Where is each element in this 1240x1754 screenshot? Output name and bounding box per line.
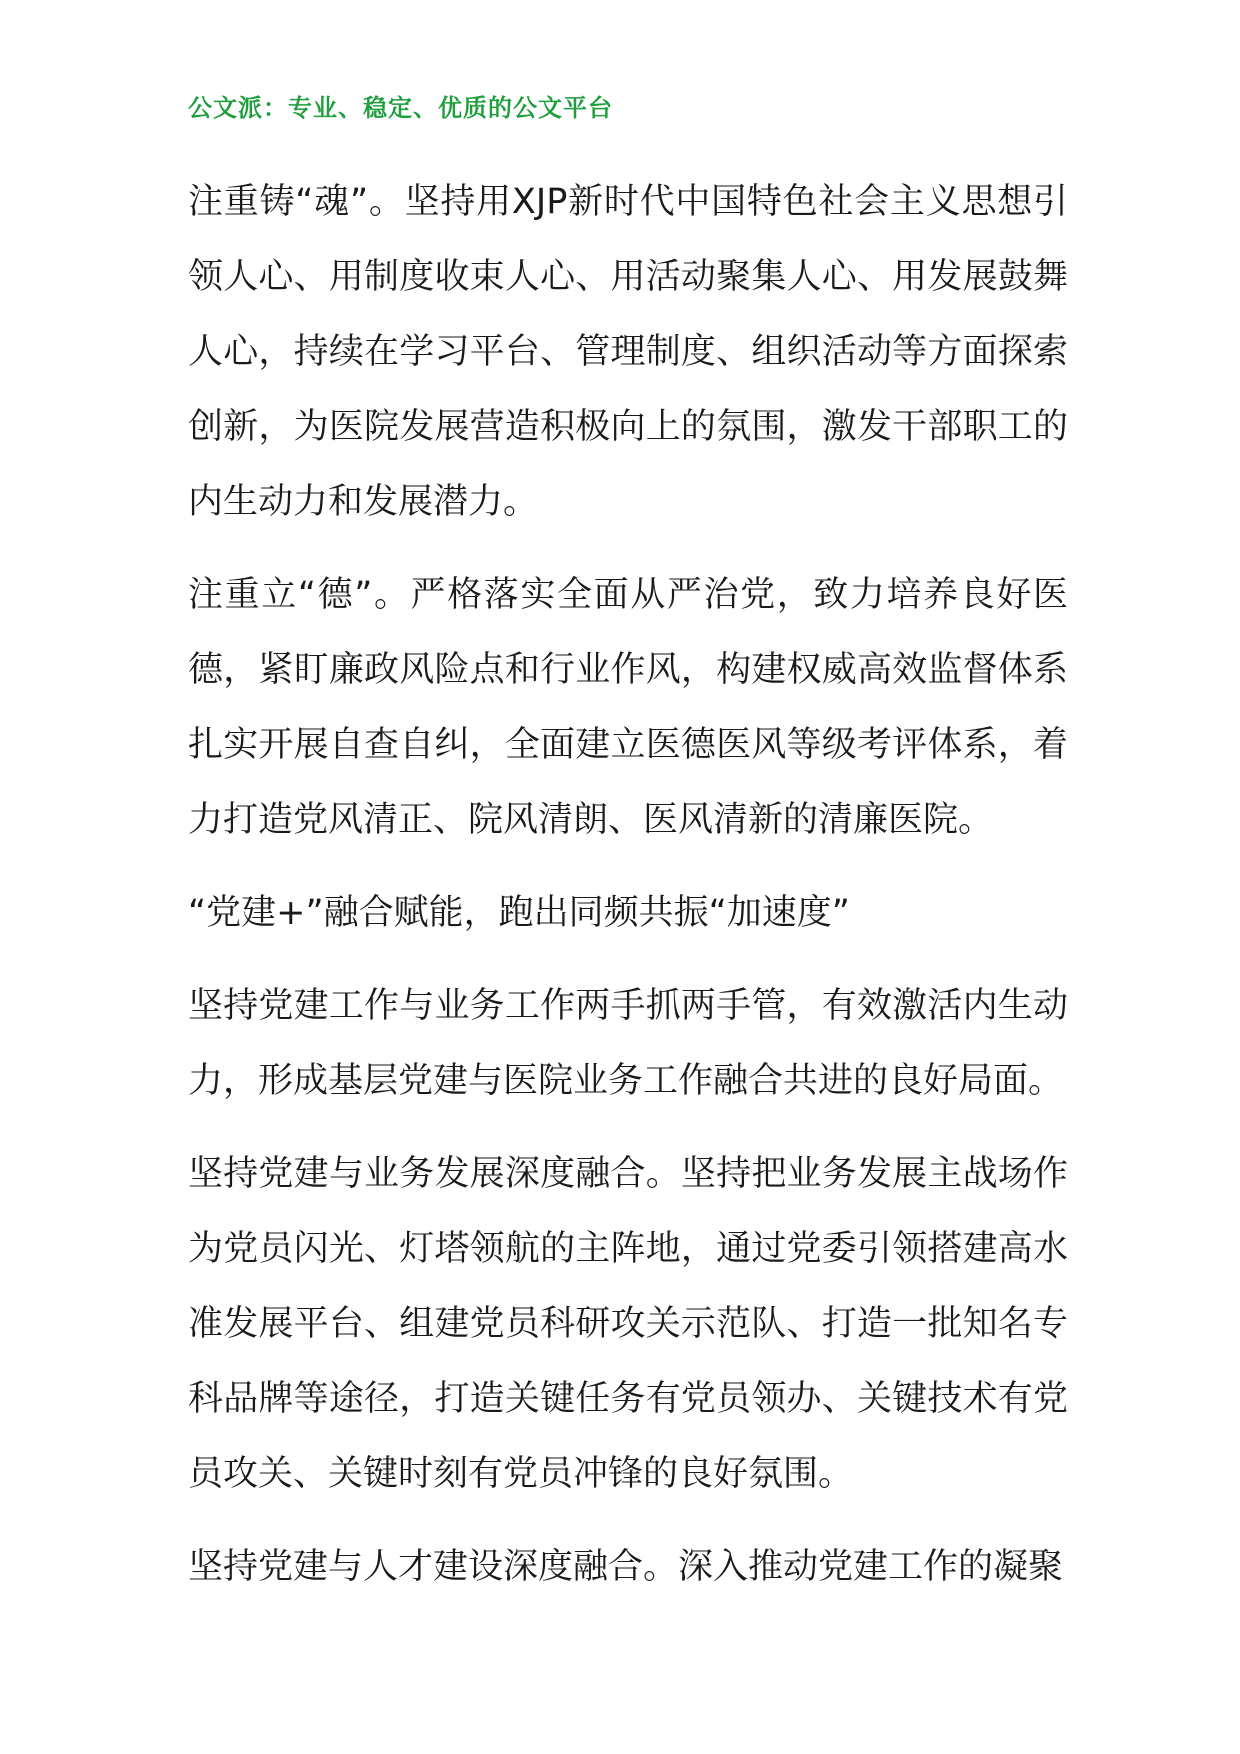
paragraph-talent-integration: 坚持党建与人才建设深度融合。深入推动党建工作的凝聚: [188, 1547, 1064, 1587]
paragraph-business-integration: 坚持党建与业务发展深度融合。坚持把业务发展主战场作为党员闪光、灯塔领航的主阵地，通过党委引领搭建高水准发展平台、组建党员科研攻关示范队、打造一批知名专科品牌等途径，打造关键任务有党员领办、关键技术有党员攻关、关键时刻有党员冲锋的良好氛围。: [188, 1154, 1068, 1494]
paragraph-zhuzhong-hun: 注重铸“魂”。坚持用XJP新时代中国特色社会主义思想引领人心、用制度收束人心、用活动聚集人心、用发展鼓舞人心，持续在学习平台、管理制度、组织活动等方面探索创新，为医院发展营造积极向上的氛围，激发干部职工的内生动力和发展潜力。: [188, 182, 1068, 522]
site-header: 公文派：专业、稳定、优质的公文平台: [188, 94, 613, 122]
paragraph-zhuzhong-de: 注重立“德”。严格落实全面从严治党，致力培养良好医德，紧盯廉政风险点和行业作风，构建权威高效监督体系扎实开展自查自纠，全面建立医德医风等级考评体系，着力打造党风清正、院风清朗、医风清新的清廉医院。: [188, 575, 1068, 840]
section-heading: “党建+”融合赋能，跑出同频共振“加速度”: [188, 893, 850, 933]
paragraph-intro: 坚持党建工作与业务工作两手抓两手管，有效激活内生动力，形成基层党建与医院业务工作融合共进的良好局面。: [188, 986, 1068, 1101]
document-body: [188, 165, 1068, 1623]
